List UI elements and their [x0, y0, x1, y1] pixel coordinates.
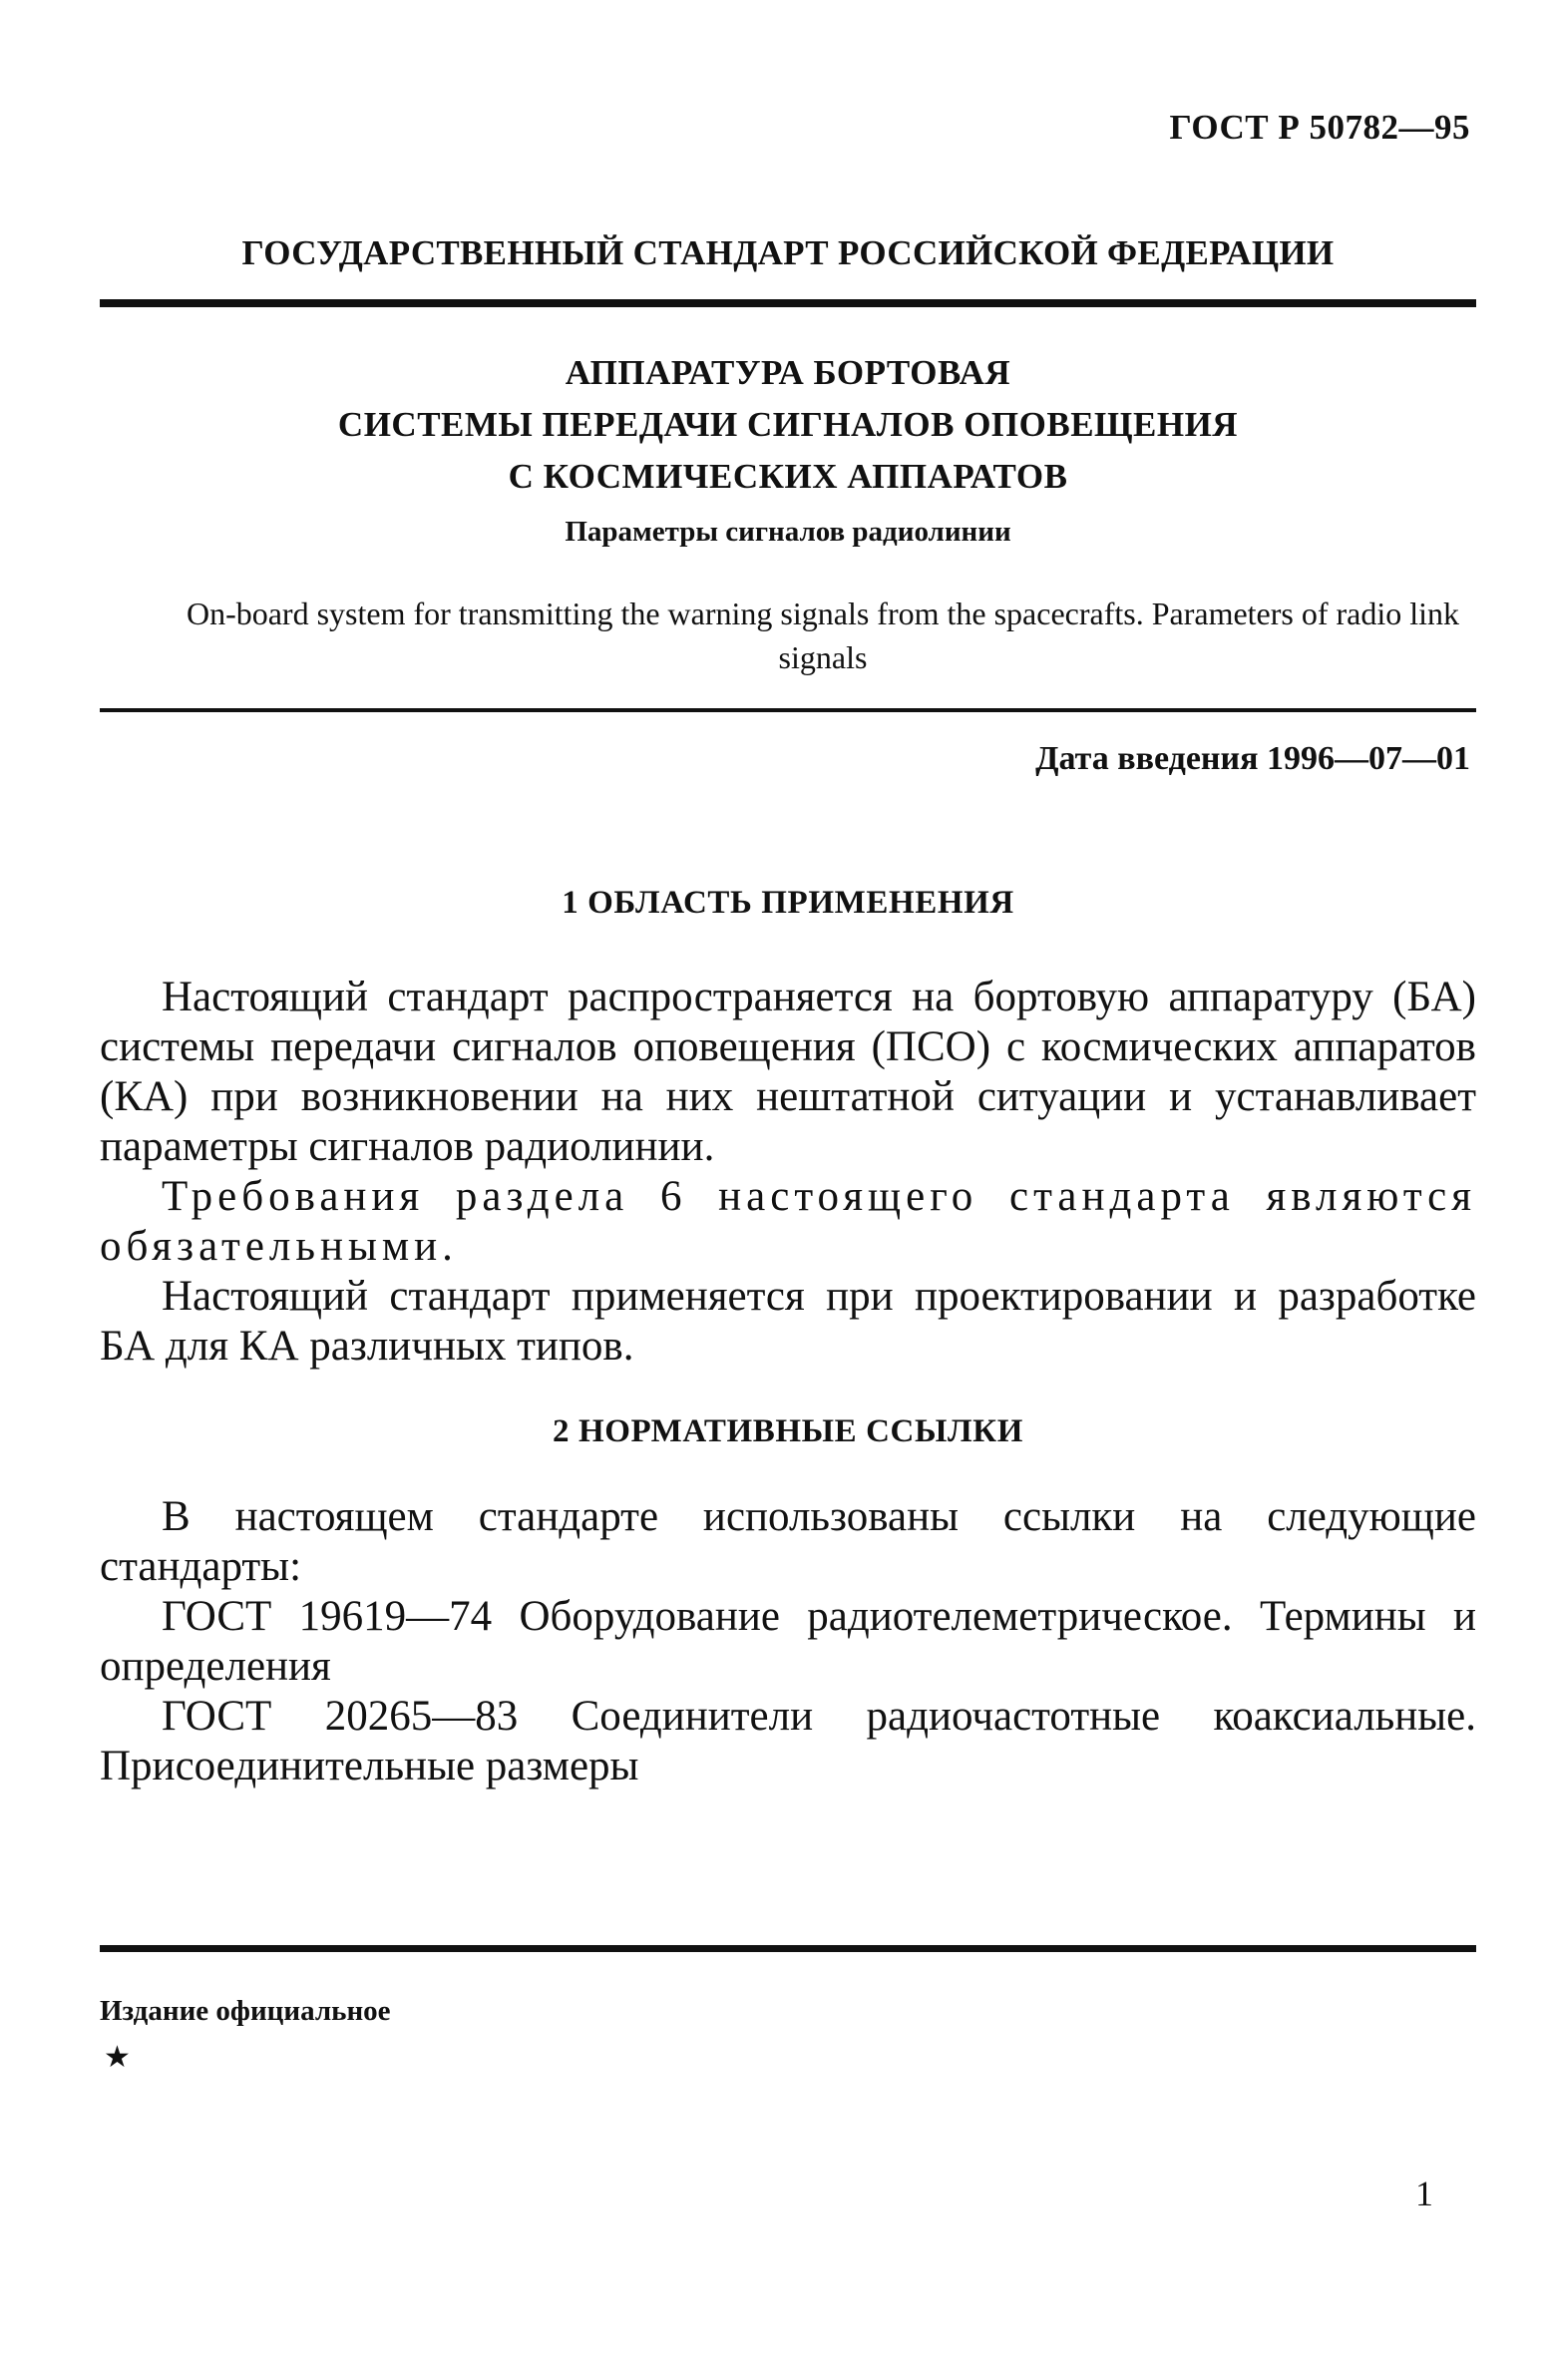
- star-icon: ★: [104, 2041, 131, 2074]
- top-divider: [100, 299, 1476, 307]
- document-title-line-1: АППАРАТУРА БОРТОВАЯ: [565, 353, 1011, 392]
- section-2-paragraph: В настоящем стандарте использованы ссылки на следующие стандарты:: [100, 1493, 1476, 1590]
- section-1-paragraph: Настоящий стандарт распространяется на бортовую аппаратуру (БА) системы передачи сигналов оповещения (ПСО) с космических аппаратов (КА) при возникновении на них нештатной ситуации и устанавливает параметры сигналов радиолинии.: [100, 974, 1476, 1170]
- document-title-line-2: СИСТЕМЫ ПЕРЕДАЧИ СИГНАЛОВ ОПОВЕЩЕНИЯ: [337, 405, 1239, 444]
- section-2-body: [100, 1492, 1476, 1791]
- section-1-heading: 1 ОБЛАСТЬ ПРИМЕНЕНИЯ: [562, 885, 1014, 921]
- reference-item: ГОСТ 20265—83 Соединители радиочастотные коаксиальные. Присоединительные размеры: [100, 1693, 1476, 1789]
- state-standard-title: ГОСУДАРСТВЕННЫЙ СТАНДАРТ РОССИЙСКОЙ ФЕДЕРАЦИИ: [241, 233, 1335, 272]
- section-2-heading: 2 НОРМАТИВНЫЕ ССЫЛКИ: [553, 1413, 1023, 1449]
- document-code: ГОСТ Р 50782—95: [1169, 108, 1470, 147]
- section-1-body: [100, 973, 1476, 1372]
- section-1-paragraph: Настоящий стандарт применяется при проектировании и разработке БА для КА различных типов.: [100, 1273, 1476, 1370]
- footer-divider: [100, 1945, 1476, 1952]
- edition-label: Издание официальное: [100, 1995, 391, 2027]
- introduction-date: Дата введения 1996—07—01: [1035, 740, 1470, 777]
- reference-item: ГОСТ 19619—74 Оборудование радиотелеметрическое. Термины и определения: [100, 1593, 1476, 1690]
- section-1-paragraph: Требования раздела 6 настоящего стандарта являются обязательными.: [100, 1173, 1476, 1270]
- document-title: [100, 347, 1476, 503]
- english-title: On-board system for transmitting the warning signals from the spacecrafts. Parameters of radio link signals: [186, 595, 1460, 675]
- document-subtitle: Параметры сигналов радиолинии: [565, 516, 1011, 548]
- page-number: 1: [1415, 2174, 1433, 2213]
- title-divider: [100, 708, 1476, 712]
- document-title-line-3: С КОСМИЧЕСКИХ АППАРАТОВ: [508, 457, 1068, 496]
